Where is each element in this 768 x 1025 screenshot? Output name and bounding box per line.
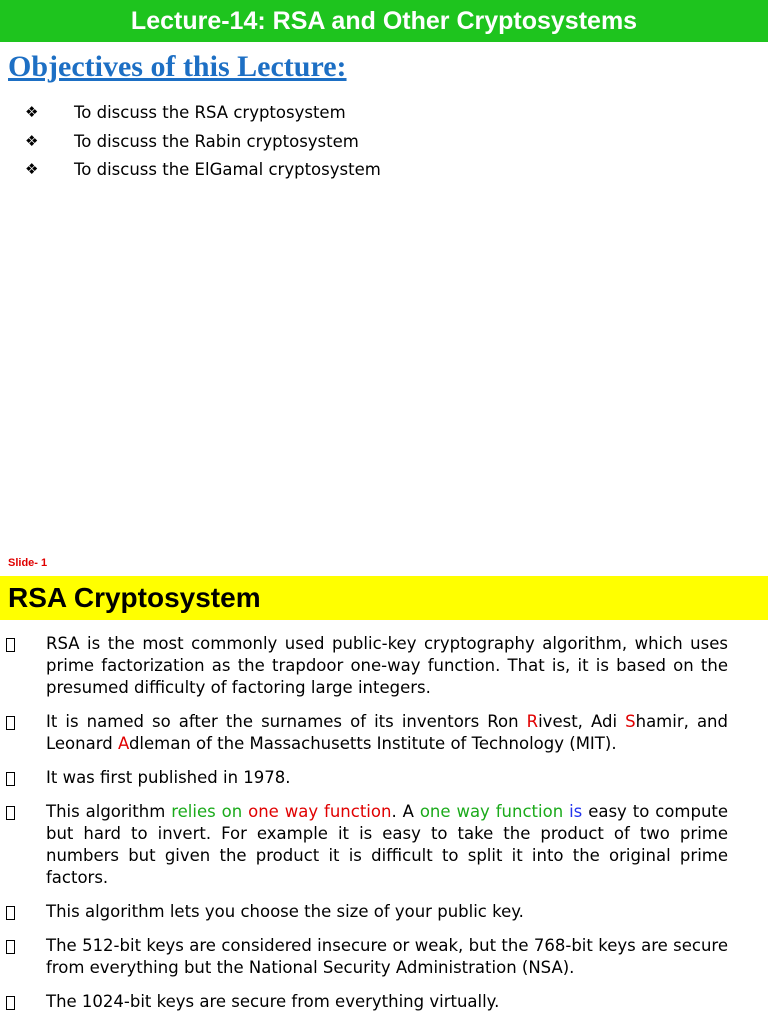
objective-text: To discuss the RSA cryptosystem bbox=[74, 103, 346, 122]
list-item bbox=[0, 801, 768, 889]
square-bullet-icon bbox=[6, 638, 15, 652]
point-text: This algorithm relies on one way function. A one way function is easy to compute but hard to invert. For example it is easy to take the product of two prime numbers but given the product it is difficult to split it into the original prime factors. bbox=[46, 802, 729, 887]
list-item bbox=[0, 767, 768, 789]
point-text: It was first published in 1978. bbox=[46, 768, 291, 787]
point-text: The 512-bit keys are considered insecure or weak, but the 768-bit keys are secure from everything but the National Security Administration (NSA). bbox=[46, 936, 728, 977]
highlight-green: relies on bbox=[171, 802, 243, 821]
highlight-red: one way function bbox=[248, 802, 392, 821]
square-bullet-icon bbox=[6, 996, 15, 1010]
highlight-blue: is bbox=[569, 802, 583, 821]
point-text: The 1024-bit keys are secure from everything virtually. bbox=[46, 992, 500, 1011]
section-title: RSA Cryptosystem bbox=[8, 582, 261, 613]
objectives-heading: Objectives of this Lecture: bbox=[8, 50, 347, 83]
initial-r: R bbox=[526, 712, 539, 731]
point-text: This algorithm lets you choose the size of your public key. bbox=[46, 902, 524, 921]
rsa-points-list bbox=[0, 633, 768, 1025]
point-text: It is named so after the surnames of its inventors Ron Rivest, Adi Shamir, and Leonard Adleman of the Massachusetts Institute of Technology (MIT). bbox=[46, 712, 728, 753]
objective-text: To discuss the Rabin cryptosystem bbox=[74, 131, 359, 151]
lecture-title-banner: Lecture-14: RSA and Other Cryptosystems bbox=[0, 0, 768, 42]
square-bullet-icon bbox=[6, 940, 15, 954]
list-item bbox=[0, 935, 768, 979]
diamond-bullet-icon: ❖ bbox=[25, 103, 39, 121]
point-text: RSA is the most commonly used public-key cryptography algorithm, which uses prime factorization as the trapdoor one-way function. That is, it is based on the presumed difficulty of factoring large integers. bbox=[46, 634, 728, 697]
square-bullet-icon bbox=[6, 806, 15, 820]
diamond-bullet-icon: ❖ bbox=[25, 160, 39, 178]
square-bullet-icon bbox=[6, 906, 15, 920]
list-item bbox=[0, 711, 768, 755]
highlight-green: one way function bbox=[419, 802, 564, 821]
diamond-bullet-icon: ❖ bbox=[25, 131, 39, 150]
initial-s: S bbox=[625, 712, 636, 731]
objective-text: To discuss the ElGamal cryptosystem bbox=[74, 160, 381, 179]
list-item bbox=[0, 633, 768, 699]
initial-a: A bbox=[117, 734, 129, 753]
slide-number: Slide- 1 bbox=[8, 557, 48, 569]
square-bullet-icon bbox=[6, 772, 15, 786]
section-title-banner bbox=[0, 576, 768, 620]
square-bullet-icon bbox=[6, 716, 15, 730]
list-item bbox=[0, 991, 768, 1013]
list-item bbox=[0, 901, 768, 923]
